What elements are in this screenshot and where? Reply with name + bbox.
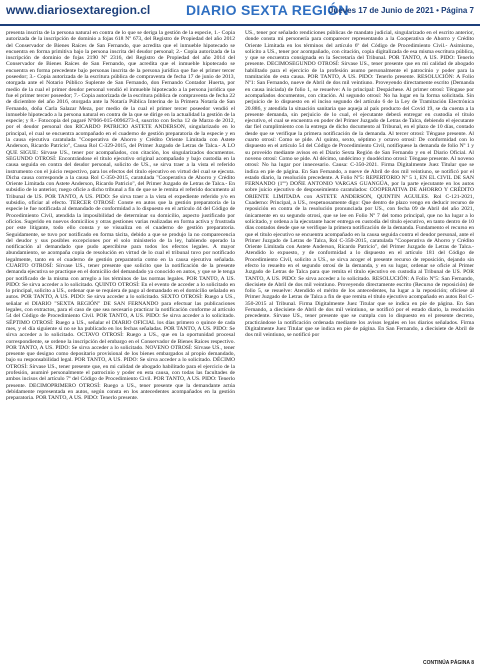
column-right-text: US., tener por señalado rendiciones públicas de mandato judicial, singularizado en el escrito anterior, donde consta mi personería para comparecer representando a la Cooperativa de Ahorro y Crédito Oriente Limitada en los términos del artículo 6º del Código de Procedimiento Civil.- Asimismo, solicito a US., tener por acompañado, con citación, copia digitalizada de esa misma escritura pública, y que se encuentra consignada en la Secretaría del Tribunal. POR TANTO, A US. PIDO: Tenerlo presente. DECIMOSEGUNDO OTROSÍ: Sírvase US., tener presente que en mi calidad de abogado habilitado para el ejercicio de la profesión asumo personalmente el patrocinio y poder para la tramitación de esta causa. POR TANTO, A US. PIDO: Tenerlo presente. RESOLUCIÓN: A Folio Nº1: San Fernando, nueve de Abril de dos mil veintiuno. Proveyendo directamente escrito (Demanda en causa iniciada) de folio 1, se resuelve: A lo principal: Despáchese. Al primer otrosí: Téngase por acompañados documentos, con citación. Al segundo otrosí: No ha lugar en la forma solicitada. Sin perjuicio de lo dispuesto en el inciso segundo del artículo 6 de la Ley de Tramitación Electrónica 20.886, y atendida la situación sanitaria que aqueja al país producto del Covid 19, se da cuenta a la presente demanda, sin perjuicio de lo cual, el ejecutante deberá entregar en custodia el título ejecutivo, el cual se encuentra en poder del Primer Juzgado de Letras de Talca, debiendo el ejecutante dar fiel cumplimiento con la entrega de dicho documento al Tribunal, en el plazo de 10 días, contado desde que se verifique la primera notificación de la demanda. Al tercer otrosí: Téngase presente. Al cuarto otrosí: Como se pide. Al quinto, sexto, séptimo y octavo otrosí: De conformidad con lo dispuesto en el artículo 54 del Código de Procedimiento Civil, notifíquese la demanda de folio Nº 1 y su proveído mediante avisos en el Diario Sexta Región de San Fernando y en el Diario Oficial. Al noveno otrosí: Como se pide. Al décimo, undécimo y duodécimo otrosí: Téngase presente. Al noveno otrosí: No ha lugar por innecesario. Causa: C-350-2021. Firma Digitalmente Juez Titular que se indica en pie de página. En San Fernando, a nueve de Abril de dos mil veintiuno, se notificó por el estado diario, la resolución precedente. A Folio Nº5: REPERTORIO Nº 5 1, EN EL CIVIL DE SAN FERNANDO (1ºº) DOÑE ANTONIO VARGAS GUANGÚA, por la parte ejecutante en los autos sobre juicio ejecutivo de desposeimiento caratulados: COOPERATIVA DE AHORRO Y CRÉDITO ORIENTE LIMITADA con ASTETE ANDERSON, QUINTIN AGUILES. Rol C-121-2021, Cuaderno: Principal, a US., respetuosamente digo: Que dentro de plazo vengo en deducir recurso de reposición en contra de la resolución pronunciada por US., con fecha 09 de Abril del año 2021, únicamente en su segundo otrosí, que se lee en Folio Nº 7 del tomo principal, que no ha lugar a lo solicitado, y ordena a la ejecutante hacer entrega en custodia del título ejecutivo, en tanto dentro de 10 días contados desde que se verifique la primera notificación de la demanda. Fundamento el recurso en que el título ejecutivo se encuentra acompañado en la causa seguida contra el deudor personal, ante el Primer Juzgado de Letras de Talca, Rol C-350-2015, caratulada "Cooperativa de Ahorro y Crédito Oriente Limitada con Astete Anderson, Ricardo Patricio", del Primer Juzgado de Letras de Talca.- Atendido lo expuesto, y de conformidad a lo dispuesto en el artículo 181 del Código de Procedimiento Civil, solicito a US., se sirva acoger el presente recurso de reposición, dejando sin efecto lo resuelto en el segundo otrosí de la demanda, y en su lugar, ordenar se oficie al Primer Juzgado de Letras de Talca para que remita el título ejecutivo en custodia al Tribunal de US. POR TANTO, A US. PIDO: Se sirva acceder a lo solicitado. RESOLUCIÓN: A Folio Nº5: San Fernando, diecisiete de Abril de dos mil veintiuno. Proveyendo directamente escrito (Recurso de reposición) de folio 5, se resuelve: Atendido el mérito de los antecedentes, ha lugar a la reposición; ofíciese al Primer Juzgado de Letras de Talca a fin de que remita el título ejecutivo acompañado en autos Rol C-350-2015 al Tribunal. Firma Digitalmente Juez Titular que se indica en pie de página. En San Fernando, a diecisiete de Abril de dos mil veintiuno, se notificó por el estado diario, la resolución precedente. Sírvase US., tener presente que se cumpla con lo dispuesto en el presente decreto, practicándose la notificación ordenada mediante los avisos legales en los diarios señalados. Firma Digitalmente Juez Titular que se indica en pie de página. En San Fernando, a diecisiete de Abril de dos mil veintiuno, se notificó por [245,30,474,339]
column-left [6,30,235,654]
column-left-text: presenta inscrita de la persona natural en contra de lo que se deriga la gestión de la especie, 1.- Copia autorizada de la inscripción de dominio a fojas 618 Nº 673, del Registro de Propiedad del año 2012 del Conservador de Bienes Raíces de San Fernando, que acredita que el inmueble hipotecado se encuentra en forma primitiva bajo la persona inscrita del deudor personal; 2.- Copia autorizada de la inscripción de dominio de fojas 2190 Nº 2316, del Registro de Propiedad del año 2014 del Conservador de Bienes Raíces de San Fernando, que acredita que el inmueble hipotecado se encuentra en forma precedente bajo personas inscrita de la persona jurídica que fue el primer tercer poseedor; 3.- Copia autorizada de la escritura pública de compraventa de fecha 17 de junio de 2013, otorgada ante el Notario Público Suplente de San Fernando, don Fernando Contador Huerta, por medio de la cual el primer deudor personal vendió el inmueble hipotecado a la persona jurídica que fue el primer tercer poseedor; 7.- Copia autorizada de la escritura pública de compraventa de fecha 22 de diciembre del año 2016, otorgada ante la Notaría Pública Interina de la Primera Notaría de San Fernando, doña Carla Salazar Meza, por medio de la cual el primer tercer poseedor vendió el inmueble hipotecado a la persona natural en contra de la que se dirige en la actualidad la gestión de la especie; y 8.- Fotocopia del pagaré Nº066-015-0096273-4, suscrito con fecha 12 de Marzo de 2012, por el deudor personal don RICARDO PATRICIO ASTETE ANDERSON, singularizado en lo principal, el cual se encuentra acompañado en el cuaderno de gestión preparatoria de la especie y en la causa ejecutiva caratulada "Cooperativa de Ahorro y Crédito Oriente Limitada con Astete Anderson, Ricardo Patricio", Causa Rol C-329-2015, del Primer Juzgado de Letras de Talca.- A LO QUE SIGUE: Sírvase US., tener por acompañados, con citación, los singularizados documentos. SEGUNDO OTROSÍ: Encontrándose el título ejecutivo original acompañado y bajo custodia en la causa seguida en contra del deudor personal, solicito de US., se sirva traer a la vista el referido instrumento con el juicio respectivo, para los efectos del título ejecutivo en virtud del cual se ejecuta. Dicha causa corresponde a la causa Rol C-350-2015, caratulada "Cooperativa de Ahorro y Crédito Oriente Limitada con Astete Anderson, Ricardo Patricio", del Primer Juzgado de Letras de Talca.- En subsidio de lo anterior, ruego oficie a dicho tribunal a fin de que se le remita el referido documento al Tribunal de US. POR TANTO, A US. PIDO: Se sirva traer a la vista el expediente referido y/o en subsidio, oficiar al efecto. TERCER OTROSÍ: Conste en autos que la gestión preparatoria de la especie le fue notificada al demandado de conformidad a lo dispuesto en el artículo 44 del Código de Procedimiento Civil, atendida la imposibilidad de determinar su domicilio, aspecto justificado por oficios. Sugerido en nuevos domicilios y otras gestiones varias realizadas en forma activa y frustrada por este litigante, todo ello consta y se visualiza en el cuaderno de gestión preparatoria. Seguidamente, se tuvo por notificado en forma tácita, debido a que se produjo la no comparecencia del deudor y sus posibles excepciones por el solo ministerio de la ley, habiendo operado la notificación al demandado que pudo apercibirse para todos los efectos legales. A mayor abundamiento, se acompaña copia de resolución en virtud de lo cual el tribunal tuvo por notificado legalmente, tanto en el cuaderno de gestión preparatoria como en la causa ejecutiva señalada. CUARTO OTROSÍ: Sírvase US., tener presente que solicito que la notificación de la presente demanda ejecutiva se practique en el domicilio del demandado ya conocido en autos, y que se le tenga por notificado de la misma con arreglo a los términos de las normas legales. POR TANTO, A US. PIDO: Se sirva acceder a lo solicitado. QUINTO OTROSÍ: En el evento de acceder a lo solicitado en lo principal, solicito a US., ordenar que se requiera de pago al demandado en el domicilio señalado en autos. POR TANTO, A US. PIDO: Se sirva acceder a lo solicitado. SEXTO OTROSÍ: Ruego a US., señalar el DIARIO "SEXTA REGIÓN" DE SAN FERNANDO para efectuar las publicaciones legales, con extractos, para el caso de que sea necesario practicar la notificación conforme al artículo 54 del Código de Procedimiento Civil. POR TANTO, A US. PIDO: Se sirva acceder a lo solicitado. SÉPTIMO OTROSÍ: Ruego a US., señalar el DIARIO OFICIAL los días primero o quince de cada mes, y el día siguiente si no se ha publicado en los fechas señaladas. POR TANTO, A US. PIDO: Se sirva acceder a lo solicitado. OCTAVO OTROSÍ: Ruego a US., que en la oportunidad procesal correspondiente, se ordene la inscripción del embargo en el Conservador de Bienes Raíces respectivo. POR TANTO, A US. PIDO: Se sirva acceder a lo solicitado. NOVENO OTROSÍ: Sírvase US., tener presente que designo como depositario provisional de los bienes embargados al propio demandado, bajo su responsabilidad legal. POR TANTO, A US. PIDO: Se sirva acceder a lo solicitado. DÉCIMO OTROSÍ: Sírvase US., tener presente que, en mi calidad de abogado habilitado para el ejercicio de la profesión, asumiré personalmente el patrocinio y poder en esta causa, con todas las facultades de ambos incisos del artículo 7º del Código de Procedimiento Civil. POR TANTO, A US. PIDO: Tenerlo presente. DECIMOPRIMERO OTROSÍ: Ruego a US., tener presente que la demandante actúa debidamente representada en autos, según consta en los antecedentes acompañados en la gestión preparatoria. POR TANTO, A US. PIDO: Tenerlo presente. [6,30,235,402]
column-right [245,30,474,654]
issue-date: Jueves 17 de Junio de 2021 • Página 7 [328,6,474,15]
newspaper-brand: DIARIO SEXTA REGIÓN [186,2,349,18]
continued-marker: CONTINÚA PÁGINA 8 [422,660,474,666]
page-header [0,0,480,26]
legal-notice-body [6,30,474,654]
site-url[interactable]: www.diariosextaregion.cl [6,3,151,17]
